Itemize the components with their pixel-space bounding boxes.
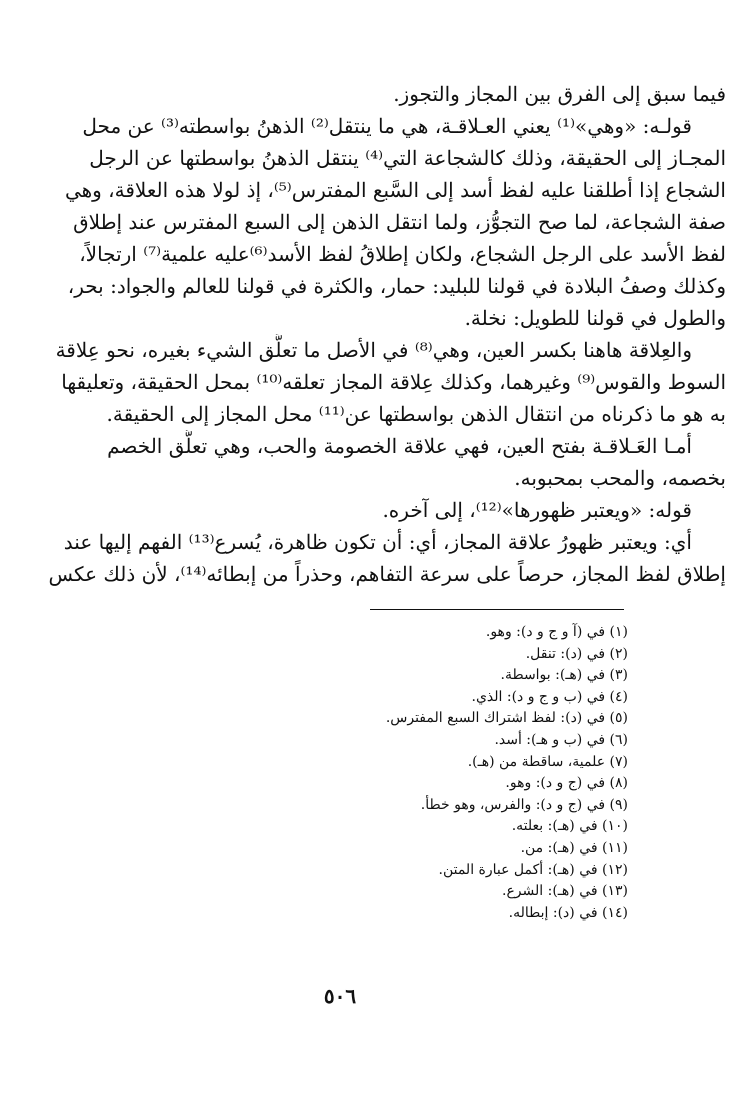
main-text — [28, 78, 726, 590]
footnote: (١٠) في (هـ): بعلته. — [511, 818, 628, 835]
footnote: (٢) في (د): تنقل. — [525, 645, 628, 662]
footnote: (٥) في (د): لفظ اشتراك السبع المفترس. — [385, 710, 628, 727]
footnote: (٧) علمية، ساقطة من (هـ). — [467, 753, 628, 770]
text-line: إطلاق لفظ المجاز، حرصاً على سرعة التفاهم، وحذراً من إبطائه⁽¹⁴⁾، لأن ذلك عكس — [48, 562, 726, 586]
text-line: وكذلك وصفُ البلادة في قولنا للبليد: حمار، والكثرة في قولنا للعالم والجواد: بحر، — [67, 274, 726, 298]
footnote: (٤) في (ب و ج و د): الذي. — [471, 688, 628, 705]
text-line: أي: ويعتبر ظهورُ علاقة المجاز، أي: أن تكون ظاهرة، يُسرع⁽¹³⁾ الفهم إليها عند — [63, 530, 692, 554]
footnote: (٨) في (ج و د): وهو. — [505, 775, 628, 792]
footnote: (١٤) في (د): إبطاله. — [508, 904, 628, 921]
footnotes — [200, 622, 628, 924]
text-line: المجـاز إلى الحقيقة، وذلك كالشجاعة التي⁽⁴⁾ ينتقل الذهنُ بواسطتها عن الرجل — [89, 146, 726, 170]
footnote: (١٢) في (هـ): أكمل عبارة المتن. — [438, 861, 628, 878]
footnote: (١١) في (هـ): من. — [520, 839, 628, 856]
text-line: والطول في قولنا للطويل: نخلة. — [464, 306, 726, 330]
text-line: السوط والقوس⁽⁹⁾ وغيرهما، وكذلك عِلاقة المجاز تعلقه⁽¹⁰⁾ بمحل الحقيقة، وتعليقها — [61, 370, 726, 394]
text-line: به هو ما ذكرناه من انتقال الذهن بواسطتها عن⁽¹¹⁾ محل المجاز إلى الحقيقة. — [106, 402, 726, 426]
text-line: بخصمه، والمحب بمحبوبه. — [514, 466, 726, 490]
text-line: قولـه: «وهي»⁽¹⁾ يعني العـلاقـة، هي ما ينتقل⁽²⁾ الذهنُ بواسطته⁽³⁾ عن محل — [82, 114, 692, 138]
text-line: صفة الشجاعة، لما صح التجوُّز، ولما انتقل الذهن إلى السبع المفترس عند إطلاق — [73, 210, 726, 234]
footnote-separator — [370, 609, 624, 610]
text-line: لفظ الأسد على الرجل الشجاع، ولكان إطلاقُ لفظ الأسد⁽⁶⁾عليه علمية⁽⁷⁾ ارتجالاً، — [79, 242, 726, 266]
text-line: أمـا العَـلاقـة بفتح العين، فهي علاقة الخصومة والحب، وهي تعلُّق الخصم — [107, 434, 692, 458]
text-line: والعِلاقة هاهنا بكسر العين، وهي⁽⁸⁾ في الأصل ما تعلَّق الشيء بغيره، نحو عِلاقة — [55, 338, 692, 362]
page-number: ٥٠٦ — [323, 984, 357, 1008]
footnote: (١) في (آ و ج و د): وهو. — [485, 624, 628, 640]
text-line: الشجاع إذا أطلقنا عليه لفظ أسد إلى السَّبع المفترس⁽⁵⁾، إذ لولا هذه العلاقة، وهي — [64, 178, 726, 202]
text-line: فيما سبق إلى الفرق بين المجاز والتجوز. — [393, 82, 726, 106]
footnote: (١٣) في (هـ): الشرع. — [502, 883, 628, 900]
footnote: (٩) في (ج و د): والفرس، وهو خطأ. — [420, 796, 628, 813]
text-line: قوله: «ويعتبر ظهورها»⁽¹²⁾، إلى آخره. — [382, 498, 692, 522]
footnote: (٣) في (هـ): بواسطة. — [500, 667, 628, 684]
footnote: (٦) في (ب و هـ): أسد. — [494, 731, 628, 748]
